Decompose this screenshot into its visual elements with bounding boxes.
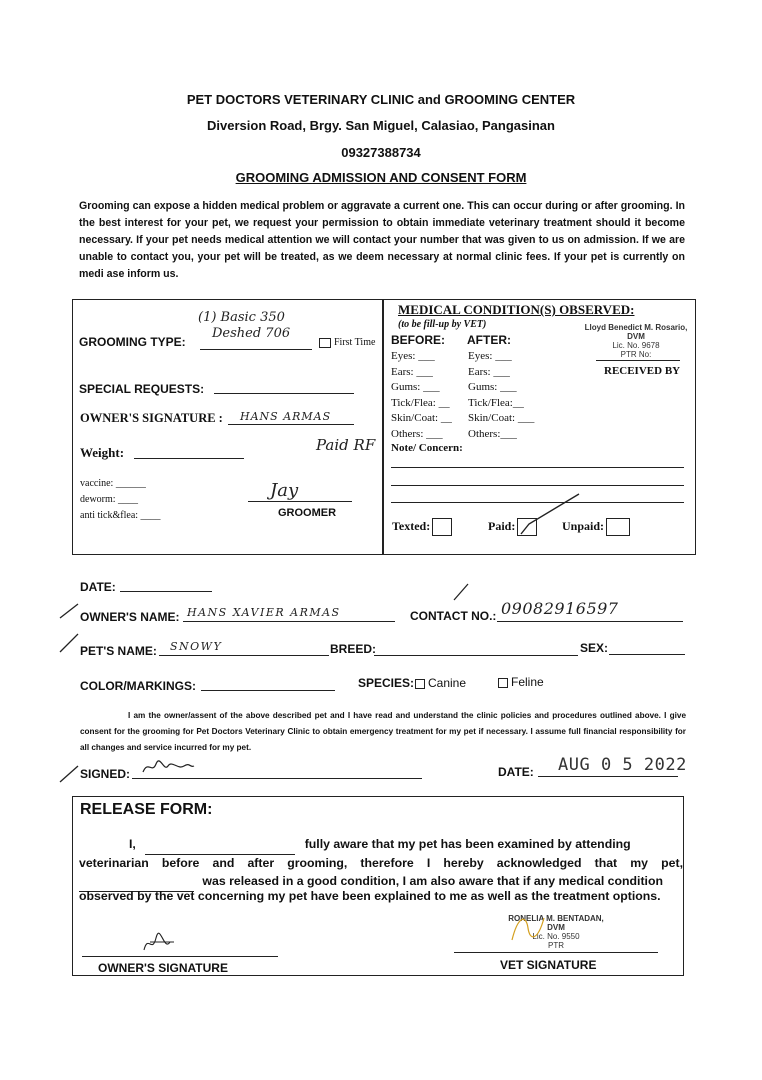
- owner-name-value: HANS XAVIER ARMAS: [187, 606, 341, 619]
- note-line-2[interactable]: [391, 485, 684, 486]
- signed-date-value: AUG 0 5 2022: [558, 755, 687, 775]
- groomer-label: GROOMER: [278, 507, 337, 519]
- vet-signature-scribble: [508, 910, 548, 946]
- check-tick-before: Tick/Flea:: [391, 396, 436, 409]
- canine-checkbox[interactable]: [415, 679, 425, 689]
- release-title: RELEASE FORM:: [80, 801, 213, 818]
- contact-value: 09082916597: [501, 599, 619, 618]
- intro-text: Grooming can expose a hidden medical problem or aggravate a current one. This can occur during or after grooming. In the best interest for your pet, we request your permission to obtain immediate veterinary treatment should it become necessary. If your pet needs medical attention we will contact your number that was given to us on admission. If we are unable to contact you, your pet will be treated, as we deem necessary at normal clinic fees. If your pet is currently on medi ase inform us.: [79, 200, 685, 280]
- date-label: DATE:: [80, 580, 116, 594]
- weight-line[interactable]: [134, 458, 244, 459]
- species-canine[interactable]: [415, 676, 466, 690]
- texted-label: Texted:: [392, 518, 431, 533]
- feline-checkbox[interactable]: [498, 678, 508, 688]
- after-checks: Eyes: ___ Ears: ___ Gums: ___ Tick/Flea:__ Skin/Coat: ___ Others:___: [468, 350, 535, 440]
- grooming-type-label: GROOMING TYPE:: [79, 335, 186, 349]
- signed-date-label: DATE:: [498, 765, 534, 779]
- vet-stamp-lic: Lic. No. 9678: [612, 341, 660, 350]
- release-vet-stamp-lic: Lic. No. 9550: [532, 932, 580, 941]
- vet-sig-line[interactable]: [454, 952, 658, 953]
- color-label: COLOR/MARKINGS:: [80, 679, 196, 693]
- release-i: I,: [129, 837, 136, 851]
- contact-line[interactable]: [497, 621, 683, 622]
- release-vet-stamp-name: RONELIA M. BENTADAN, DVM: [508, 914, 604, 932]
- paid-note: Paid RF: [316, 436, 376, 454]
- check-eyes-after: Eyes:: [468, 350, 493, 362]
- sex-label: SEX:: [580, 641, 609, 655]
- contact-label: CONTACT NO.:: [410, 609, 497, 623]
- breed-line[interactable]: [374, 655, 578, 656]
- grooming-type-value-2[interactable]: Deshed 706: [212, 326, 291, 341]
- pet-name-value: SNOWY: [170, 640, 223, 653]
- received-by-line[interactable]: [596, 360, 680, 361]
- release-text-1: fully aware that my pet has been examined by attending: [304, 837, 631, 851]
- anti-tick-row: anti tick&flea: ____: [80, 510, 161, 521]
- owner-release-signature: [140, 928, 180, 956]
- medical-subtitle: (to be fill-up by VET): [398, 319, 487, 330]
- owner-signature-label: OWNER'S SIGNATURE :: [80, 411, 223, 425]
- check-skin-after: Skin/Coat:: [468, 412, 516, 424]
- species-label: SPECIES:: [358, 676, 415, 690]
- vet-stamp-top: [582, 323, 690, 359]
- tick-mark: [452, 580, 472, 604]
- signed-label: SIGNED:: [80, 767, 131, 781]
- release-text-3: was released in a good condition, I am also aware that if any medical condition: [202, 874, 663, 888]
- tick-mark: [58, 600, 82, 620]
- groomer-signature: Jay: [270, 480, 299, 501]
- release-vet-stamp-ptr: PTR: [548, 941, 564, 950]
- color-line[interactable]: [201, 690, 335, 691]
- texted-row[interactable]: [392, 518, 452, 536]
- species-feline[interactable]: [498, 675, 544, 689]
- breed-label: BREED:: [330, 642, 377, 656]
- paid-label: Paid:: [488, 518, 516, 533]
- vet-sig-label: VET SIGNATURE: [500, 958, 597, 972]
- vaccine-row: vaccine: ______: [80, 478, 146, 489]
- check-skin-before: Skin/Coat:: [391, 412, 439, 424]
- tick-mark: [58, 762, 82, 784]
- check-tick-after: Tick/Flea:: [468, 396, 513, 409]
- vet-stamp-ptr: PTR No:: [620, 350, 652, 359]
- texted-checkbox[interactable]: [432, 518, 452, 536]
- owner-release-sig-label: OWNER'S SIGNATURE: [98, 961, 228, 975]
- pet-name-line[interactable]: [159, 655, 329, 656]
- release-line-4: observed by the vet concerning my pet have been explained to me as well as the treatment options.: [79, 889, 661, 903]
- tick-mark: [58, 630, 82, 656]
- pet-name-label: PET'S NAME:: [80, 644, 157, 658]
- release-line-2: veterinarian before and after grooming, therefore I hereby acknowledged that my pet,: [79, 856, 683, 870]
- medical-title: MEDICAL CONDITION(S) OBSERVED:: [398, 302, 635, 317]
- note-line-1[interactable]: [391, 467, 684, 468]
- owner-signature-value: HANS ARMAS: [240, 410, 332, 423]
- check-ears-before: Ears:: [391, 365, 414, 378]
- release-name-blank[interactable]: [145, 835, 295, 855]
- grooming-type-line: [200, 349, 312, 350]
- owner-signature-line[interactable]: [228, 424, 354, 425]
- clinic-name: PET DOCTORS VETERINARY CLINIC and GROOMING CENTER: [186, 92, 576, 107]
- received-by-label: RECEIVED BY: [604, 365, 681, 377]
- form-title: GROOMING ADMISSION AND CONSENT FORM: [235, 170, 527, 185]
- check-ears-after: Ears:: [468, 365, 491, 378]
- feline-label: Feline: [511, 675, 544, 689]
- special-requests-label: SPECIAL REQUESTS:: [79, 382, 205, 396]
- check-others-after: Others:: [468, 427, 501, 440]
- unpaid-row[interactable]: [562, 518, 630, 536]
- consent-text: I am the owner/assent of the above described pet and I have read and understand the clinic policies and procedures outlined above. I give consent for the grooming for Pet Doctors Veterinary Clinic to obtain emergency treatment for my pet if necessary. I assume full financial responsibility for all changes and service incurred for my pet.: [80, 711, 686, 752]
- date-line[interactable]: [120, 591, 212, 592]
- before-label: BEFORE:: [391, 333, 445, 347]
- owner-name-label: OWNER'S NAME:: [80, 610, 180, 624]
- owner-signature-scribble: [140, 758, 196, 776]
- signed-date-line[interactable]: [538, 776, 678, 777]
- weight-label: Weight:: [80, 445, 125, 460]
- clinic-phone: 09327388734: [341, 145, 421, 160]
- signed-line[interactable]: [132, 778, 422, 779]
- vet-stamp-name: Lloyd Benedict M. Rosario, DVM: [584, 323, 688, 341]
- before-checks: Eyes: ___ Ears: ___ Gums: ___ Tick/Flea: __ Skin/Coat: __ Others: ___: [391, 350, 452, 440]
- deworm-label: deworm:: [80, 494, 116, 505]
- unpaid-label: Unpaid:: [562, 518, 605, 533]
- check-gums-after: Gums:: [468, 381, 498, 393]
- special-requests-line[interactable]: [214, 393, 354, 394]
- check-gums-before: Gums:: [391, 381, 421, 393]
- note-concern-label: Note/ Concern:: [391, 442, 463, 454]
- clinic-address: Diversion Road, Brgy. San Miguel, Calasiao, Pangasinan: [207, 118, 555, 133]
- vaccine-label: vaccine:: [80, 478, 114, 489]
- after-label: AFTER:: [467, 333, 511, 347]
- first-time-box[interactable]: [319, 338, 331, 348]
- check-others-before: Others:: [391, 427, 424, 440]
- groomer-line[interactable]: [248, 501, 352, 502]
- owner-name-line[interactable]: [183, 621, 395, 622]
- unpaid-checkbox[interactable]: [606, 518, 630, 536]
- canine-label: Canine: [428, 676, 467, 690]
- release-line-1: [79, 835, 683, 855]
- owner-release-sig-line[interactable]: [82, 956, 278, 957]
- grooming-type-value-1[interactable]: (1) Basic 350: [198, 310, 285, 325]
- first-time-label: First Time: [334, 337, 376, 348]
- first-time-checkbox[interactable]: [319, 337, 375, 348]
- check-eyes-before: Eyes:: [391, 350, 416, 362]
- deworm-row: deworm: ____: [80, 494, 139, 505]
- anti-tick-label: anti tick&flea:: [80, 510, 139, 521]
- sex-line[interactable]: [609, 654, 685, 655]
